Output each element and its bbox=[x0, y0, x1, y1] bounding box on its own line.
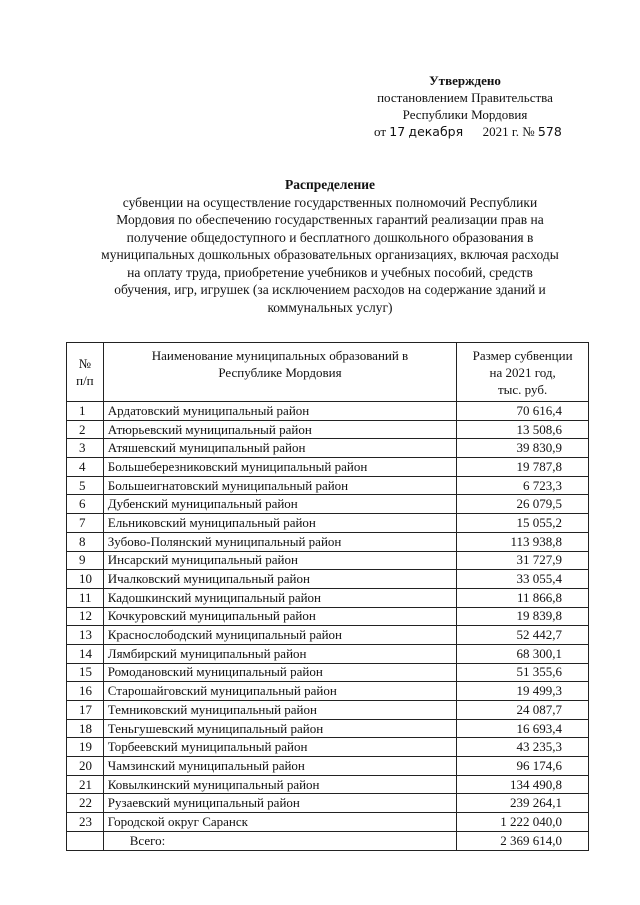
table-row bbox=[67, 439, 589, 458]
row-number: 2 bbox=[67, 420, 104, 439]
row-amount: 19 787,8 bbox=[457, 458, 589, 477]
row-amount: 24 087,7 bbox=[457, 701, 589, 720]
table-row bbox=[67, 476, 589, 495]
row-name: Большеигнатовский муниципальный район bbox=[103, 476, 456, 495]
row-number: 8 bbox=[67, 532, 104, 551]
header-name-line-2: Республике Мордовия bbox=[218, 365, 342, 380]
row-amount: 134 490,8 bbox=[457, 775, 589, 794]
row-name: Теньгушевский муниципальный район bbox=[103, 719, 456, 738]
table-row bbox=[67, 514, 589, 533]
header-amount bbox=[457, 343, 589, 402]
row-name: Атяшевский муниципальный район bbox=[103, 439, 456, 458]
row-number: 4 bbox=[67, 458, 104, 477]
row-number: 22 bbox=[67, 794, 104, 813]
row-number: 14 bbox=[67, 644, 104, 663]
header-amount-line-1: Размер субвенции bbox=[472, 347, 573, 363]
row-number: 6 bbox=[67, 495, 104, 514]
header-number-line-2: п/п bbox=[76, 373, 94, 388]
row-name: Атюрьевский муниципальный район bbox=[103, 420, 456, 439]
table-row bbox=[67, 626, 589, 645]
row-number: 10 bbox=[67, 570, 104, 589]
approval-date-month: декабря bbox=[408, 124, 464, 139]
approval-line-1: постановлением Правительства bbox=[377, 90, 553, 105]
row-number: 23 bbox=[67, 813, 104, 832]
row-name: Краснослободский муниципальный район bbox=[103, 626, 456, 645]
table-body bbox=[67, 402, 589, 832]
row-name: Старошайговский муниципальный район bbox=[103, 682, 456, 701]
table-header-row bbox=[67, 343, 589, 402]
total-label: Всего: bbox=[103, 831, 456, 850]
row-name: Кадошкинский муниципальный район bbox=[103, 588, 456, 607]
header-number bbox=[67, 343, 104, 402]
title-line: муниципальных дошкольных образовательных организациях, включая расходы bbox=[101, 247, 559, 262]
row-number: 7 bbox=[67, 514, 104, 533]
row-amount: 33 055,4 bbox=[457, 570, 589, 589]
row-amount: 43 235,3 bbox=[457, 738, 589, 757]
row-name: Ромодановский муниципальный район bbox=[103, 663, 456, 682]
header-amount-line-2: на 2021 год, bbox=[489, 364, 556, 380]
row-amount: 70 616,4 bbox=[457, 402, 589, 421]
table-row bbox=[67, 757, 589, 776]
row-amount: 15 055,2 bbox=[457, 514, 589, 533]
total-amount: 2 369 614,0 bbox=[457, 831, 589, 850]
title-line: Мордовия по обеспечению государственных гарантий реализации прав на bbox=[116, 212, 544, 227]
document-title bbox=[60, 176, 600, 316]
row-number: 13 bbox=[67, 626, 104, 645]
table-row bbox=[67, 738, 589, 757]
approval-number: 578 bbox=[537, 124, 562, 139]
table-row bbox=[67, 644, 589, 663]
title-heading: Распределение bbox=[284, 177, 376, 192]
row-name: Торбеевский муниципальный район bbox=[103, 738, 456, 757]
row-amount: 19 839,8 bbox=[457, 607, 589, 626]
table-row bbox=[67, 607, 589, 626]
row-name: Ковылкинский муниципальный район bbox=[103, 775, 456, 794]
approval-line-2: Республики Мордовия bbox=[402, 107, 528, 122]
row-amount: 239 264,1 bbox=[457, 794, 589, 813]
row-number: 12 bbox=[67, 607, 104, 626]
table-row bbox=[67, 775, 589, 794]
table-row bbox=[67, 402, 589, 421]
row-number: 1 bbox=[67, 402, 104, 421]
row-number: 17 bbox=[67, 701, 104, 720]
row-amount: 26 079,5 bbox=[457, 495, 589, 514]
row-amount: 113 938,8 bbox=[457, 532, 589, 551]
row-name: Темниковский муниципальный район bbox=[103, 701, 456, 720]
table-row bbox=[67, 663, 589, 682]
approval-date-line bbox=[360, 123, 570, 140]
subvention-table bbox=[66, 342, 589, 851]
title-line: получение общедоступного и бесплатного дошкольного образования в bbox=[126, 229, 534, 245]
table-row bbox=[67, 701, 589, 720]
row-name: Дубенский муниципальный район bbox=[103, 495, 456, 514]
row-amount: 19 499,3 bbox=[457, 682, 589, 701]
row-amount: 96 174,6 bbox=[457, 757, 589, 776]
row-amount: 16 693,4 bbox=[457, 719, 589, 738]
row-amount: 52 442,7 bbox=[457, 626, 589, 645]
row-amount: 51 355,6 bbox=[457, 663, 589, 682]
row-name: Чамзинский муниципальный район bbox=[103, 757, 456, 776]
row-number: 11 bbox=[67, 588, 104, 607]
header-name-line-1: Наименование муниципальных образований в bbox=[151, 348, 409, 363]
title-line: коммунальных услуг) bbox=[267, 299, 393, 315]
table-row bbox=[67, 813, 589, 832]
row-number: 5 bbox=[67, 476, 104, 495]
row-name: Инсарский муниципальный район bbox=[103, 551, 456, 570]
approval-block bbox=[360, 72, 570, 140]
table-row bbox=[67, 551, 589, 570]
table-row bbox=[67, 458, 589, 477]
row-amount: 11 866,8 bbox=[457, 588, 589, 607]
row-name: Ичалковский муниципальный район bbox=[103, 570, 456, 589]
total-empty-cell bbox=[67, 831, 104, 850]
row-amount: 1 222 040,0 bbox=[457, 813, 589, 832]
row-number: 19 bbox=[67, 738, 104, 757]
row-amount: 68 300,1 bbox=[457, 644, 589, 663]
approval-date-day: 17 bbox=[389, 124, 406, 139]
row-number: 20 bbox=[67, 757, 104, 776]
table-total-row bbox=[67, 831, 589, 850]
row-amount: 31 727,9 bbox=[457, 551, 589, 570]
row-name: Рузаевский муниципальный район bbox=[103, 794, 456, 813]
row-number: 9 bbox=[67, 551, 104, 570]
row-amount: 6 723,3 bbox=[457, 476, 589, 495]
row-amount: 13 508,6 bbox=[457, 420, 589, 439]
row-name: Большеберезниковский муниципальный район bbox=[103, 458, 456, 477]
approval-heading: Утверждено bbox=[429, 73, 501, 88]
table-row bbox=[67, 682, 589, 701]
table-row bbox=[67, 794, 589, 813]
table-row bbox=[67, 495, 589, 514]
header-amount-line-3: тыс. руб. bbox=[498, 381, 548, 397]
table-row bbox=[67, 570, 589, 589]
row-number: 18 bbox=[67, 719, 104, 738]
approval-number-sign: № bbox=[522, 124, 535, 139]
row-name: Ардатовский муниципальный район bbox=[103, 402, 456, 421]
title-line: на оплату труда, приобретение учебников и учебных пособий, средств bbox=[127, 264, 533, 280]
row-number: 3 bbox=[67, 439, 104, 458]
table-row bbox=[67, 719, 589, 738]
title-line: субвенции на осуществление государственных полномочий Республики bbox=[122, 194, 538, 210]
row-name: Кочкуровский муниципальный район bbox=[103, 607, 456, 626]
title-lines bbox=[60, 194, 600, 317]
title-line: обучения, игр, игрушек (за исключением расходов на содержание зданий и bbox=[114, 282, 546, 297]
table-row bbox=[67, 420, 589, 439]
approval-from: от bbox=[374, 124, 387, 139]
table-row bbox=[67, 532, 589, 551]
header-number-line-1: № bbox=[78, 356, 92, 371]
row-name: Городской округ Саранск bbox=[103, 813, 456, 832]
row-name: Лямбирский муниципальный район bbox=[103, 644, 456, 663]
row-name: Ельниковский муниципальный район bbox=[103, 514, 456, 533]
row-name: Зубово-Полянский муниципальный район bbox=[103, 532, 456, 551]
row-number: 15 bbox=[67, 663, 104, 682]
row-amount: 39 830,9 bbox=[457, 439, 589, 458]
table-row bbox=[67, 588, 589, 607]
header-name bbox=[103, 343, 456, 402]
approval-year: 2021 г. bbox=[482, 124, 520, 139]
row-number: 21 bbox=[67, 775, 104, 794]
row-number: 16 bbox=[67, 682, 104, 701]
